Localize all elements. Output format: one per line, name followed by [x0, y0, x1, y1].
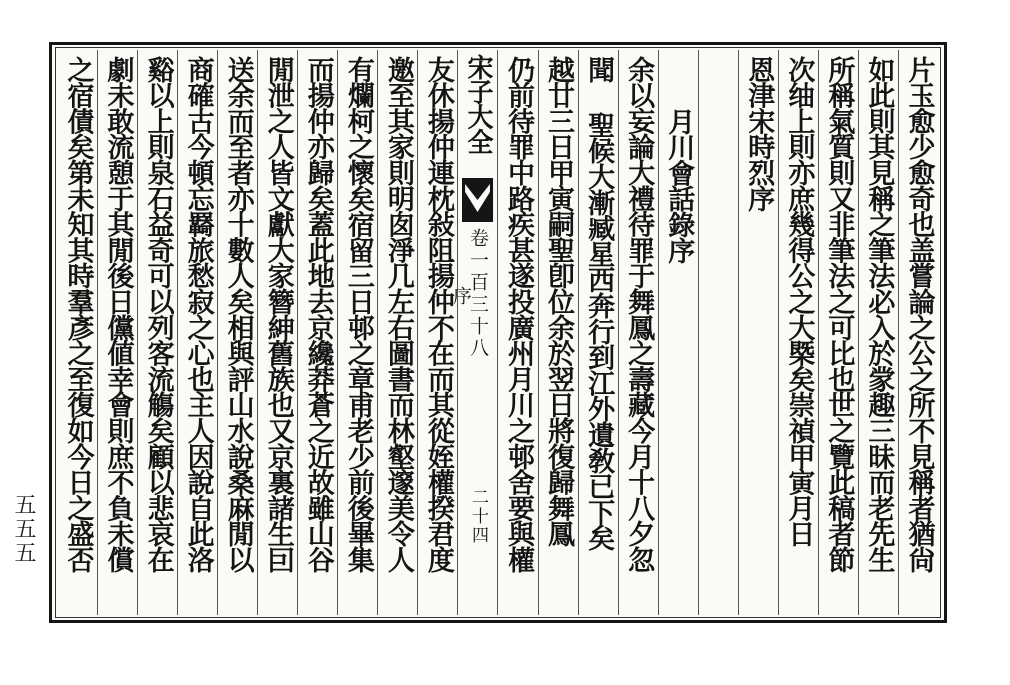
- text-column: [297, 50, 337, 615]
- column-text: 片玉愈少愈奇也盖嘗論之公之所不見稱者猶尙: [903, 56, 935, 573]
- column-text: 聞 聖候大漸臧星西奔行到江外遺敎已下矣: [583, 56, 615, 551]
- section-title: 月川會話錄序: [663, 108, 695, 263]
- text-column: [858, 50, 898, 615]
- text-column: [217, 50, 257, 615]
- page-number: 五五五: [11, 493, 36, 565]
- column-text: 之宿債矣第未知其時羣彥之至復如今日之盛否: [62, 56, 94, 573]
- text-column: [417, 50, 457, 615]
- volume-label: 卷一百三十八: [466, 228, 489, 360]
- text-column: [97, 50, 137, 615]
- text-column: [538, 50, 578, 615]
- text-column: [257, 50, 297, 615]
- column-text: 谿以上則泉石益奇可以列客流觴矣顧以悲哀在: [142, 56, 174, 573]
- text-column: [618, 50, 658, 615]
- column-text: 閒泄之人皆文獻大家簪紳舊族也又京裏諸生囙: [262, 56, 294, 573]
- column-text: 所稱氣質則又非筆法之可比也世之覽此稿者節: [823, 56, 855, 573]
- column-text: 而揚仲亦歸矣蓋此地去京纔莽蒼之近故雖山谷: [302, 56, 334, 573]
- text-column: [58, 50, 97, 615]
- column-text: 次䌷上則亦庶幾得公之大槩矣崇禎甲寅月日: [783, 56, 815, 547]
- text-column: [337, 50, 377, 615]
- column-text: 友休揚仲連枕敍阻揚仲不在而其從姪權揆君度: [422, 56, 454, 573]
- center-fold-column: [449, 50, 497, 615]
- text-column: [578, 50, 618, 615]
- column-text: 劇未敢流憩于其閒後日儻値幸會則庶不負未償: [102, 56, 134, 573]
- text-block: [58, 50, 938, 615]
- column-text: 送余而至者亦十數人矣相與評山水說桑麻閒以: [222, 56, 254, 573]
- column-text: 商確古今頓忘羇旅愁寂之心也主人因說自此洛: [182, 56, 214, 573]
- text-column: [177, 50, 217, 615]
- column-text: 如此則其見稱之筆法必入於䝉趣三昧而老先生: [863, 56, 895, 573]
- column-text: 恩津宋時烈序: [743, 56, 775, 211]
- column-text: 仍前待罪中路疾甚遂投廣州月川之邨舍要與權: [503, 56, 534, 573]
- text-column: [898, 50, 938, 615]
- fishtail-ornament-icon: [462, 178, 493, 222]
- section-label: 序: [449, 286, 472, 308]
- column-text: 余以妄論大禮待罪于舞鳳之壽藏今月十八夕忽: [623, 56, 655, 573]
- column-text: 有爛柯之懷矣宿留三日邨之章甫老少前後畢集: [342, 56, 374, 573]
- text-column: [778, 50, 818, 615]
- text-column: [377, 50, 417, 615]
- column-text: 越廿三日甲寅嗣聖卽位余於翌日將復歸舞鳳: [543, 56, 575, 547]
- section-title-column: [658, 50, 698, 615]
- leaf-number: 二十四: [467, 488, 488, 545]
- column-text: 邀至其家則明囱淨几左右圖書而林壑邃美令人: [382, 56, 414, 573]
- blank-column: [698, 50, 738, 615]
- text-column: [818, 50, 858, 615]
- text-column: [137, 50, 177, 615]
- text-column: [738, 50, 778, 615]
- text-column: [497, 50, 537, 615]
- book-title: 宋子大全: [462, 54, 493, 154]
